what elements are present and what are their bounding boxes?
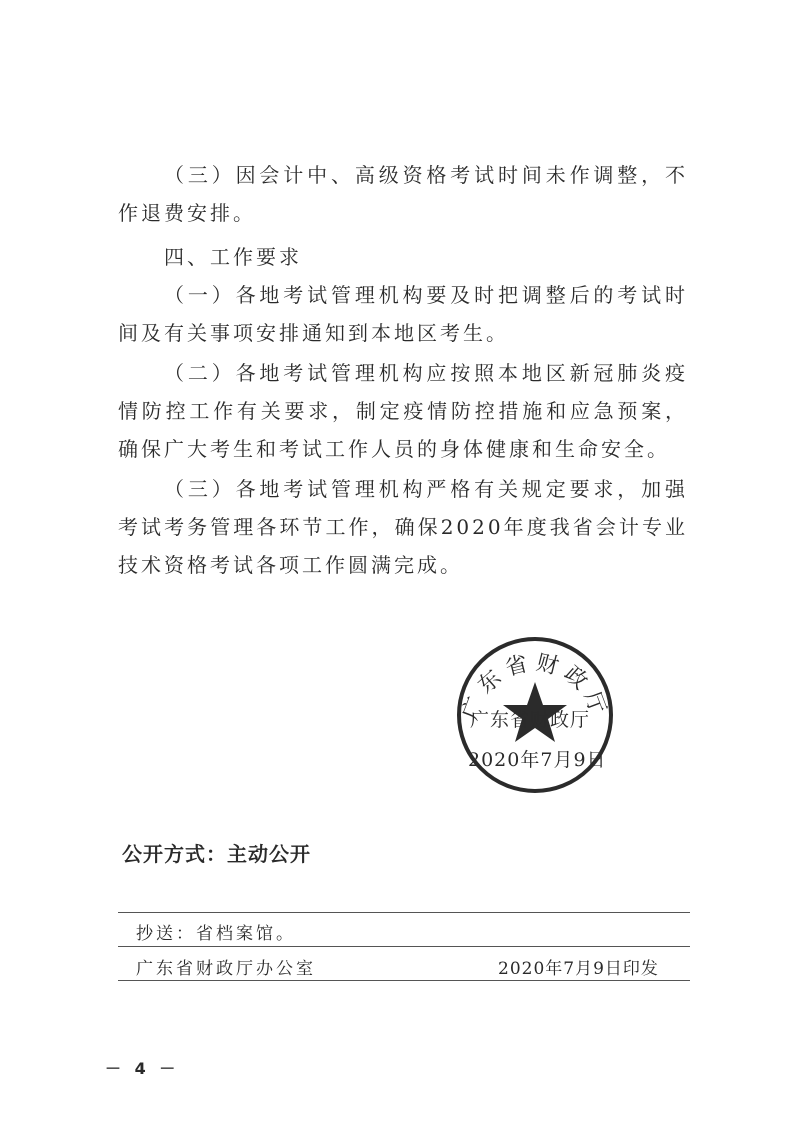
body-paragraph: （二）各地考试管理机构应按照本地区新冠肺炎疫情防控工作有关要求，制定疫情防控措施和应急预案，确保广大考生和考试工作人员的身体健康和生命安全。	[118, 361, 688, 461]
disclosure-mode: 公开方式：主动公开	[122, 842, 311, 866]
signature-date: 2020年7月9日	[468, 749, 607, 771]
cc-line: 抄送：省档案馆。	[136, 924, 296, 944]
body-paragraph: （三）各地考试管理机构严格有关规定要求，加强考试考务管理各环节工作，确保2020年度我省会计专业技术资格考试各项工作圆满完成。	[118, 477, 688, 577]
issuing-office: 广东省财政厅办公室	[136, 959, 316, 979]
section-heading: 四、工作要求	[164, 245, 302, 269]
issue-date: 2020年7月9日印发	[498, 959, 659, 979]
divider-middle	[118, 946, 690, 947]
body-paragraph: （一）各地考试管理机构要及时把调整后的考试时间及有关事项安排通知到本地区考生。	[118, 283, 688, 345]
body-paragraph: （三）因会计中、高级资格考试时间未作调整，不作退费安排。	[118, 163, 688, 225]
divider-top	[118, 912, 690, 913]
divider-bottom	[118, 980, 690, 981]
signature-org: 广东省财政厅	[470, 709, 591, 731]
page-number: － 4 －	[105, 1059, 180, 1078]
seal-arc-text: 广东省财政厅	[457, 650, 613, 724]
